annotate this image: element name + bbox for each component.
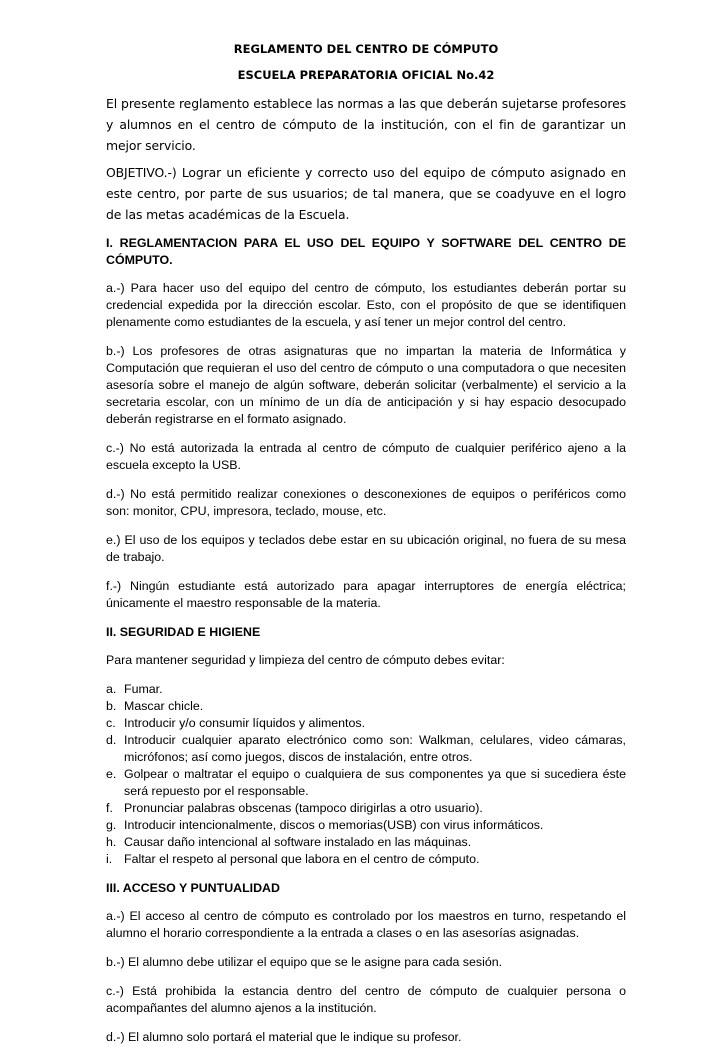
section-1-item-c: c.-) No está autorizada la entrada al centro de cómputo de cualquier periférico ajeno a la escuela excepto la USB. — [106, 441, 626, 472]
list-marker: d. — [106, 733, 117, 747]
section-1-item-d: d.-) No está permitido realizar conexiones o desconexiones de equipos o periféricos como son: monitor, CPU, impresora, teclado, mouse, etc. — [106, 487, 626, 518]
section-3-item-d: d.-) El alumno solo portará el material que le indique su profesor. — [106, 1030, 462, 1044]
section-1-item-b: b.-) Los profesores de otras asignaturas que no impartan la materia de Informática y Computación que requieran el uso del centro de cómputo o una computadora o que necesiten asesoría sobre el manejo de algún software, deberán solicitar (verbalmente) el servicio a la secretaria escolar, con un mínimo de un día de anticipación y si hay espacio desocupado deberán registrarse en el formato asignado. — [106, 344, 626, 426]
list-item — [106, 817, 626, 834]
section-2-heading: II. SEGURIDAD E HIGIENE — [106, 625, 261, 639]
document-title: REGLAMENTO DEL CENTRO DE CÓMPUTO — [233, 42, 499, 56]
list-marker: i. — [106, 852, 113, 866]
list-item-text: Causar daño intencional al software instalado en las máquinas. — [124, 835, 472, 849]
school-name: ESCUELA PREPARATORIA OFICIAL No.42 — [237, 68, 495, 82]
list-marker: e. — [106, 767, 117, 781]
list-item-text: Introducir intencionalmente, discos o memorias(USB) con virus informáticos. — [124, 818, 544, 832]
list-item — [106, 834, 626, 851]
section-3-item-a: a.-) El acceso al centro de cómputo es controlado por los maestros en turno, respetando el alumno el horario correspondiente a la entrada a clases o en las asesorías asignadas. — [106, 909, 626, 940]
section-3-item-c: c.-) Está prohibida la estancia dentro del centro de cómputo de cualquier persona o acompañantes del alumno ajenos a la institución. — [106, 984, 626, 1015]
section-2-lead: Para mantener seguridad y limpieza del centro de cómputo debes evitar: — [106, 653, 505, 667]
list-item-text: Introducir y/o consumir líquidos y alimentos. — [124, 716, 366, 730]
list-item — [106, 766, 626, 800]
hygiene-list — [106, 681, 626, 868]
list-marker: c. — [106, 716, 116, 730]
list-marker: g. — [106, 818, 117, 832]
list-marker: h. — [106, 835, 117, 849]
list-item-text: Mascar chicle. — [124, 699, 204, 713]
list-item-text: Pronunciar palabras obscenas (tampoco dirigirlas a otro usuario). — [124, 801, 483, 815]
list-item-text: Fumar. — [124, 682, 163, 696]
section-1-heading: I. REGLAMENTACION PARA EL USO DEL EQUIPO Y SOFTWARE DEL CENTRO DE CÓMPUTO. — [106, 236, 626, 267]
list-item-text: Introducir cualquier aparato electrónico como son: Walkman, celulares, video cámaras, micrófonos; así como juegos, discos de instalación, entre otros. — [124, 733, 626, 764]
section-3-heading: III. ACCESO Y PUNTUALIDAD — [106, 881, 280, 895]
list-item — [106, 851, 626, 868]
section-3-item-b: b.-) El alumno debe utilizar el equipo que se le asigne para cada sesión. — [106, 955, 503, 969]
document-page — [106, 36, 626, 1058]
section-1-item-a: a.-) Para hacer uso del equipo del centro de cómputo, los estudiantes deberán portar su credencial expedida por la dirección escolar. Esto, con el propósito de que se identifiquen plenamente como estudiantes de la escuela, y así tener un mejor control del centro. — [106, 281, 626, 329]
list-item — [106, 715, 626, 732]
objective-paragraph: OBJETIVO.-) Lograr un eficiente y correcto uso del equipo de cómputo asignado en este centro, por parte de sus usuarios; de tal manera, que se coadyuve en el logro de las metas académicas de la Escuela. — [106, 165, 626, 222]
list-marker: a. — [106, 682, 117, 696]
section-1-item-e: e.) El uso de los equipos y teclados debe estar en su ubicación original, no fuera de su mesa de trabajo. — [106, 533, 626, 564]
section-1-item-f: f.-) Ningún estudiante está autorizado para apagar interruptores de energía eléctrica; únicamente el maestro responsable de la materia. — [106, 579, 626, 610]
list-item — [106, 732, 626, 766]
list-item — [106, 681, 626, 698]
list-item — [106, 800, 626, 817]
intro-paragraph: El presente reglamento establece las normas a las que deberán sujetarse profesores y alumnos en el centro de cómputo de la institución, con el fin de garantizar un mejor servicio. — [106, 96, 626, 153]
list-item-text: Golpear o maltratar el equipo o cualquiera de sus componentes ya que si sucediera éste será repuesto por el responsable. — [124, 767, 626, 798]
list-item — [106, 698, 626, 715]
list-item-text: Faltar el respeto al personal que labora en el centro de cómputo. — [124, 852, 480, 866]
list-marker: b. — [106, 699, 117, 713]
list-marker: f. — [106, 801, 113, 815]
